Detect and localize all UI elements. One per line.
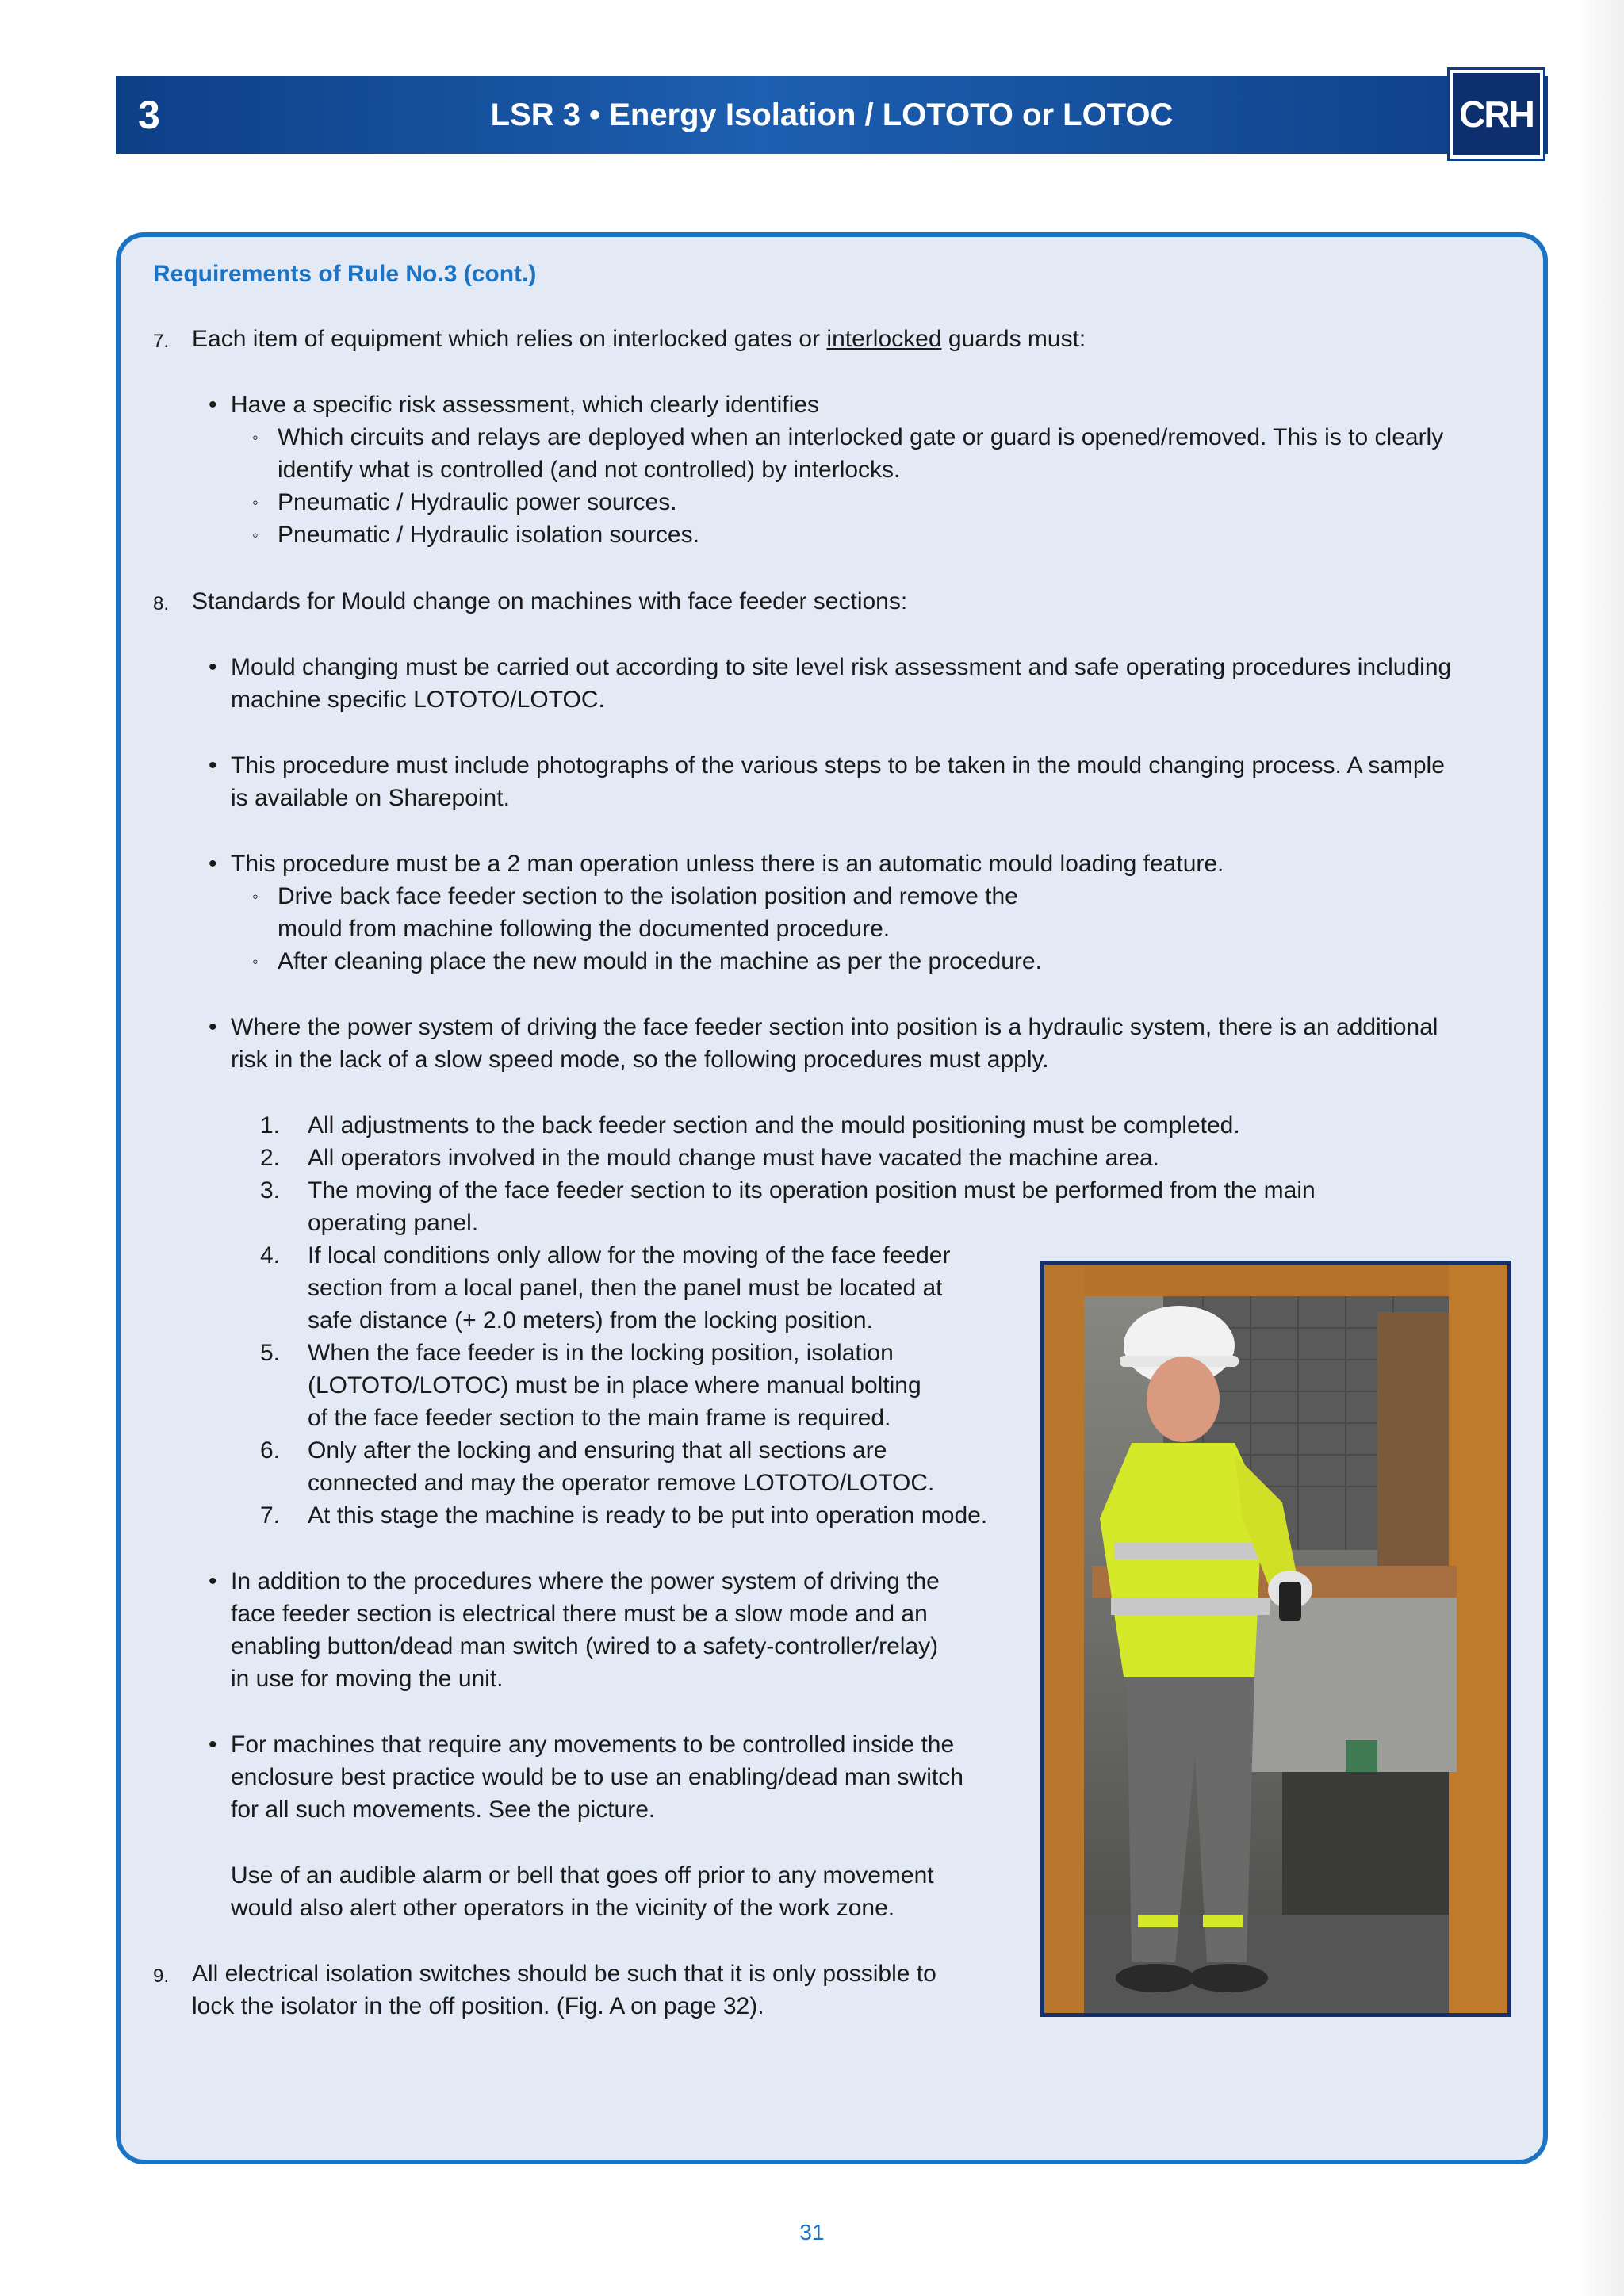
page-edge-shadow [1576, 0, 1624, 2296]
item-8-b3-sub1-line2: mould from machine following the documented procedure. [278, 916, 891, 942]
item-8-b2-line1: This procedure must include photographs of the various steps to be taken in the mould changing process. A sample [231, 752, 1445, 779]
bullet-marker: • [209, 654, 217, 680]
item-7-sub3: Pneumatic / Hydraulic isolation sources. [278, 522, 699, 548]
item-8-b5-line: enabling button/dead man switch (wired to a safety-controller/relay) [231, 1633, 939, 1659]
page-title: LSR 3 • Energy Isolation / LOTOTO or LOTOC [490, 98, 1174, 132]
bullet-marker: • [209, 1732, 217, 1758]
item-8-b6-line: enclosure best practice would be to use an enabling/dead man switch [231, 1764, 963, 1790]
alarm-note-line: Use of an audible alarm or bell that goes off prior to any movement [231, 1862, 934, 1888]
item-9-line1: All electrical isolation switches should be such that it is only possible to [192, 1961, 936, 1987]
page-number: 31 [799, 2220, 825, 2244]
step-text: When the face feeder is in the locking position, isolation [308, 1340, 894, 1366]
step-text: safe distance (+ 2.0 meters) from the locking position. [308, 1307, 873, 1334]
item-7-bullet: Have a specific risk assessment, which clearly identifies [231, 392, 819, 418]
item-8-b4-line1: Where the power system of driving the face feeder section into position is a hydraulic system, there is an additional [231, 1014, 1438, 1040]
item-9-number: 9. [153, 1965, 170, 1987]
item-8-b1-line1: Mould changing must be carried out according to site level risk assessment and safe operating procedures including [231, 654, 1452, 680]
bullet-marker: • [209, 1014, 217, 1040]
item-9-line2: lock the isolator in the off position. (Fig. A on page 32). [192, 1993, 764, 2019]
operator-photo [1040, 1261, 1511, 2017]
step-text: All operators involved in the mould change must have vacated the machine area. [308, 1145, 1159, 1171]
step-text: All adjustments to the back feeder section and the mould positioning must be completed. [308, 1112, 1240, 1138]
item-7-sub1-line2: identify what is controlled (and not controlled) by interlocks. [278, 457, 901, 483]
section-heading: Requirements of Rule No.3 (cont.) [153, 261, 537, 287]
step-text: of the face feeder section to the main frame is required. [308, 1405, 891, 1431]
sub-bullet-marker: ◦ [252, 951, 259, 971]
item-8-b5-line: in use for moving the unit. [231, 1666, 504, 1692]
item-7-text: Each item of equipment which relies on interlocked gates or interlocked guards must: [192, 326, 1086, 352]
step-number: 6. [260, 1437, 281, 1464]
item-7-number: 7. [153, 331, 170, 352]
step-text: section from a local panel, then the panel must be located at [308, 1275, 943, 1301]
step-text: At this stage the machine is ready to be put into operation mode. [308, 1502, 988, 1529]
step-number: 1. [260, 1112, 281, 1138]
crh-logo [1450, 70, 1543, 159]
item-8-b5-line: In addition to the procedures where the power system of driving the [231, 1568, 940, 1594]
item-8-b6-line: For machines that require any movements to be controlled inside the [231, 1732, 955, 1758]
item-8-b6-line: for all such movements. See the picture. [231, 1797, 656, 1823]
item-8-b3-sub1-line1: Drive back face feeder section to the isolation position and remove the [278, 883, 1018, 909]
item-8-b1-line2: machine specific LOTOTO/LOTOC. [231, 687, 605, 713]
alarm-note-line: would also alert other operators in the vicinity of the work zone. [231, 1895, 895, 1921]
step-text: (LOTOTO/LOTOC) must be in place where manual bolting [308, 1372, 921, 1399]
operator-photo-illustration [1044, 1265, 1507, 2013]
item-8-text: Standards for Mould change on machines with face feeder sections: [192, 588, 908, 614]
bullet-marker: • [209, 752, 217, 779]
step-number: 5. [260, 1340, 281, 1366]
sub-bullet-marker: ◦ [252, 492, 259, 512]
sub-bullet-marker: ◦ [252, 886, 259, 906]
step-number: 7. [260, 1502, 281, 1529]
step-text: connected and may the operator remove LOTOTO/LOTOC. [308, 1470, 935, 1496]
item-7-sub2: Pneumatic / Hydraulic power sources. [278, 489, 677, 515]
step-text: Only after the locking and ensuring that all sections are [308, 1437, 887, 1464]
step-number: 4. [260, 1242, 281, 1269]
item-8-b4-line2: risk in the lack of a slow speed mode, so the following procedures must apply. [231, 1047, 1049, 1073]
sub-bullet-marker: ◦ [252, 427, 259, 447]
item-8-b2-line2: is available on Sharepoint. [231, 785, 510, 811]
header-bar [116, 76, 1548, 154]
section-number: 3 [138, 93, 160, 137]
logo-text: CRH [1459, 94, 1534, 135]
item-8-b5-line: face feeder section is electrical there must be a slow mode and an [231, 1601, 928, 1627]
step-number: 2. [260, 1145, 281, 1171]
item-8-b3-sub2: After cleaning place the new mould in the machine as per the procedure. [278, 948, 1042, 974]
item-7-sub1-line1: Which circuits and relays are deployed when an interlocked gate or guard is opened/removed. This is to clearly [278, 424, 1444, 450]
item-8-b3: This procedure must be a 2 man operation unless there is an automatic mould loading feature. [231, 851, 1224, 877]
bullet-marker: • [209, 851, 217, 877]
item-8-number: 8. [153, 593, 170, 614]
bullet-marker: • [209, 392, 217, 418]
step-text: operating panel. [308, 1210, 479, 1236]
sub-bullet-marker: ◦ [252, 525, 259, 545]
step-text: If local conditions only allow for the moving of the face feeder [308, 1242, 951, 1269]
step-text: The moving of the face feeder section to its operation position must be performed from the main [308, 1177, 1316, 1203]
step-number: 3. [260, 1177, 281, 1203]
bullet-marker: • [209, 1568, 217, 1594]
